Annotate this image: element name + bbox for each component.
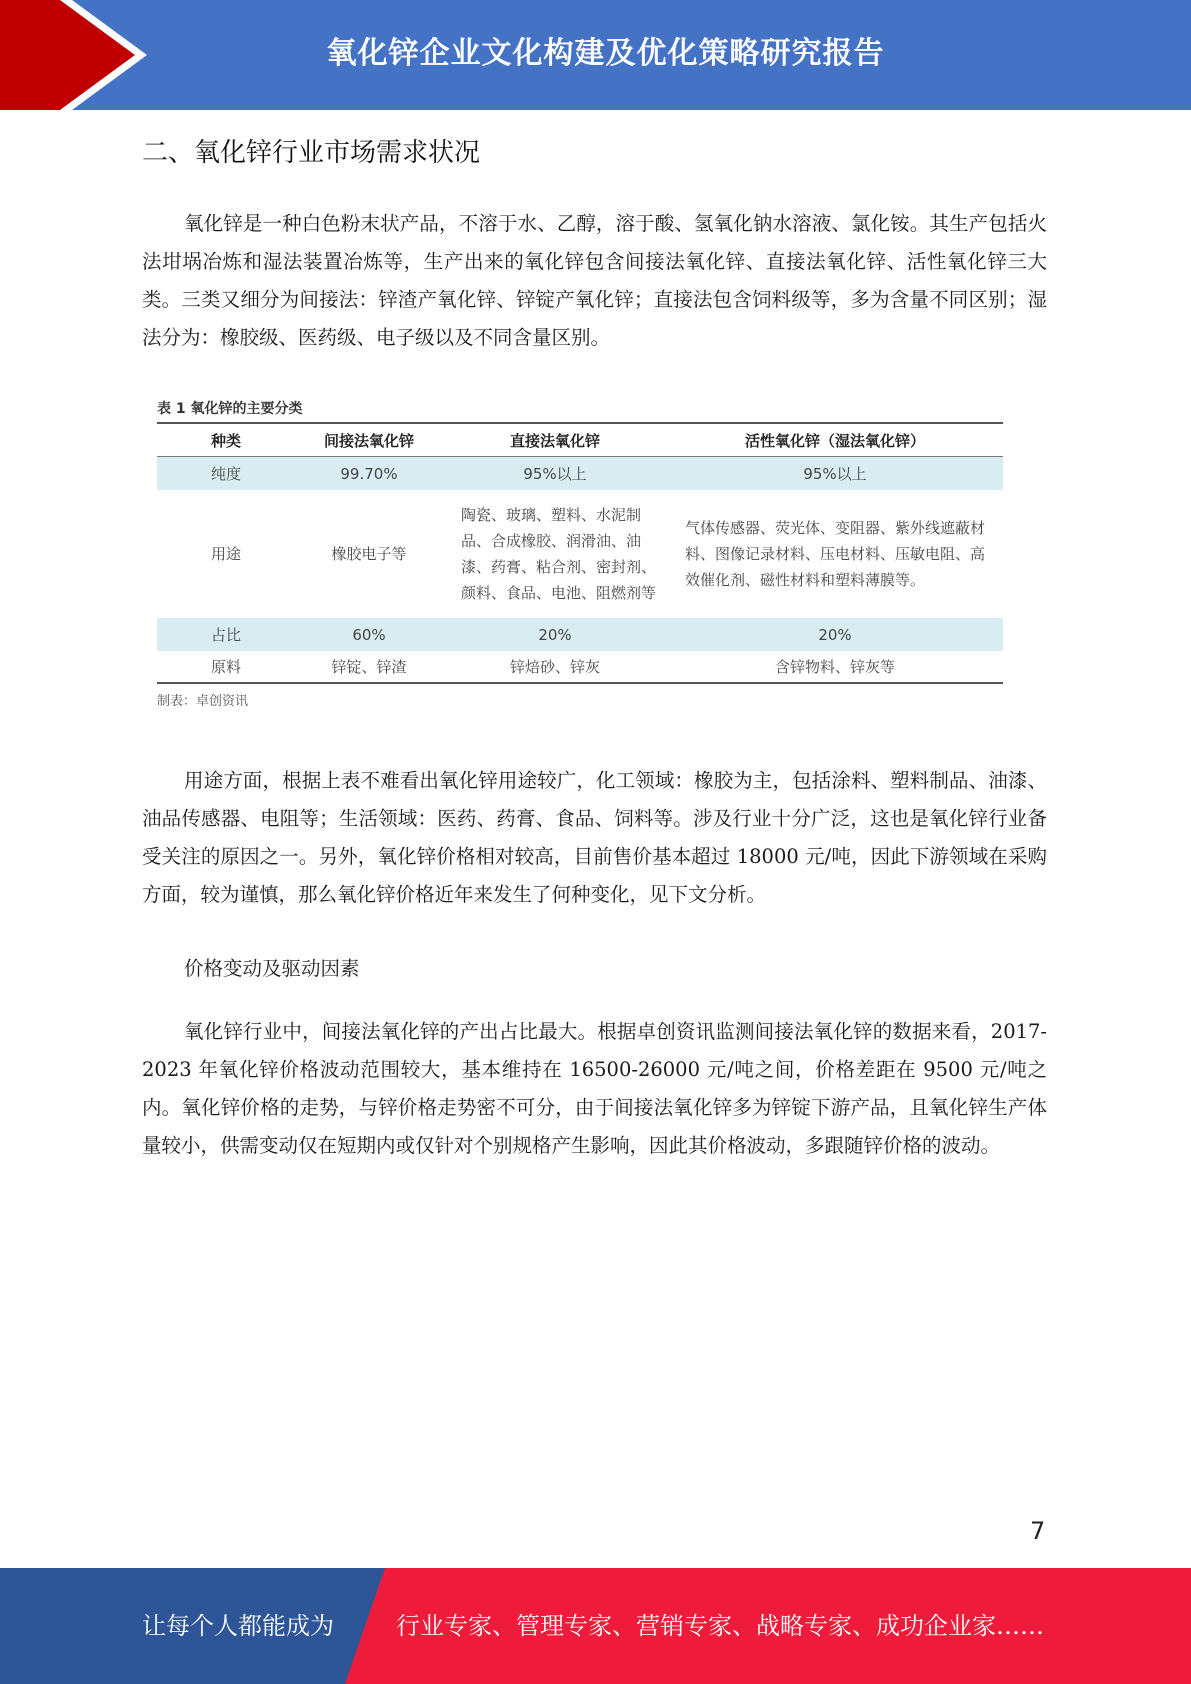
- table-cell: 20%: [443, 618, 667, 651]
- table-row-raw-material: [157, 651, 1003, 683]
- footer-slogan-left: 让每个人都能成为: [142, 1612, 334, 1640]
- table-header: 间接法氧化锌: [295, 423, 443, 457]
- page-number: 7: [1030, 1517, 1046, 1545]
- table-cell: 原料: [210, 657, 241, 676]
- classification-table-figure: [157, 398, 1003, 709]
- report-title: 氧化锌企业文化构建及优化策略研究报告: [326, 36, 885, 71]
- table-cell: 含锌物料、锌灰等: [774, 657, 895, 676]
- table-cell: 占比: [157, 618, 295, 651]
- table-header: 种类: [157, 423, 295, 457]
- table-row-share: [157, 618, 1003, 651]
- table-row-usage: [157, 490, 1003, 618]
- table-caption: 表 1 氧化锌的主要分类: [157, 401, 303, 417]
- table-cell: 95%以上: [443, 457, 667, 491]
- header-band: [0, 0, 1191, 110]
- table-cell: 锌锭、锌渣: [331, 657, 407, 676]
- paragraph-intro: 氧化锌是一种白色粉末状产品，不溶于水、乙醇，溶于酸、氢氧化钠水溶液、氯化铵。其生产包括火法坩埚冶炼和湿法装置冶炼等，生产出来的氧化锌包含间接法氧化锌、直接法氧化锌、活性氧化锌三大类。三类又细分为间接法：锌渣产氧化锌、锌锭产氧化锌；直接法包含饲料级等，多为含量不同区别；湿法分为：橡胶级、医药级、电子级以及不同含量区别。: [142, 212, 1047, 349]
- table-cell: 橡胶电子等: [331, 545, 407, 563]
- table-source: 制表：卓创资讯: [157, 694, 249, 709]
- classification-table: [157, 422, 1003, 684]
- table-header: 活性氧化锌（湿法氧化锌）: [667, 423, 1003, 457]
- paragraph-usage: 用途方面，根据上表不难看出氧化锌用途较广，化工领域：橡胶为主，包括涂料、塑料制品、油漆、油品传感器、电阻等；生活领域：医药、药膏、食品、饲料等。涉及行业十分广泛，这也是氧化锌行业备受关注的原因之一。另外，氧化锌价格相对较高，目前售价基本超过 18000 元/吨，因此下游领域在采购方面，较为谨慎，那么氧化锌价格近年来发生了何种变化，见下文分析。: [142, 769, 1047, 906]
- table-cell: 99.70%: [295, 457, 443, 491]
- table-cell: 60%: [295, 618, 443, 651]
- table-cell: 95%以上: [667, 457, 1003, 491]
- footer-slogan-right: 行业专家、管理专家、营销专家、战略专家、成功企业家……: [396, 1612, 1044, 1640]
- footer-band: [0, 1568, 1191, 1684]
- subheading-price-factors: 价格变动及驱动因素: [184, 957, 360, 980]
- section-title: 二、氧化锌行业市场需求状况: [142, 138, 481, 168]
- table-cell: 陶瓷、玻璃、塑料、水泥制品、合成橡胶、润滑油、油漆、药膏、粘合剂、密封剂、颜料、食品、电池、阻燃剂等: [461, 506, 657, 602]
- table-row-purity: [157, 457, 1003, 491]
- table-cell: 气体传感器、荧光体、变阻器、紫外线遮蔽材料、图像记录材料、压电材料、压敏电阻、高效催化剂、磁性材料和塑料薄膜等。: [685, 519, 986, 589]
- table-cell: 用途: [210, 545, 241, 563]
- table-cell: 20%: [667, 618, 1003, 651]
- table-cell: 锌焙砂、锌灰: [509, 657, 600, 676]
- paragraph-price: 氧化锌行业中，间接法氧化锌的产出占比最大。根据卓创资讯监测间接法氧化锌的数据来看，2017-2023 年氧化锌价格波动范围较大，基本维持在 16500-26000 元/吨之间，价格差距在 9500 元/吨之内。氧化锌价格的走势，与锌价格走势密不可分，由于间接法氧化锌多为锌锭下游产品，且氧化锌生产体量较小，供需变动仅在短期内或仅针对个别规格产生影响，因此其价格波动，多跟随锌价格的波动。: [142, 1020, 1047, 1157]
- table-header: 直接法氧化锌: [443, 423, 667, 457]
- table-cell: 纯度: [157, 457, 295, 491]
- table-header-row: [157, 423, 1003, 457]
